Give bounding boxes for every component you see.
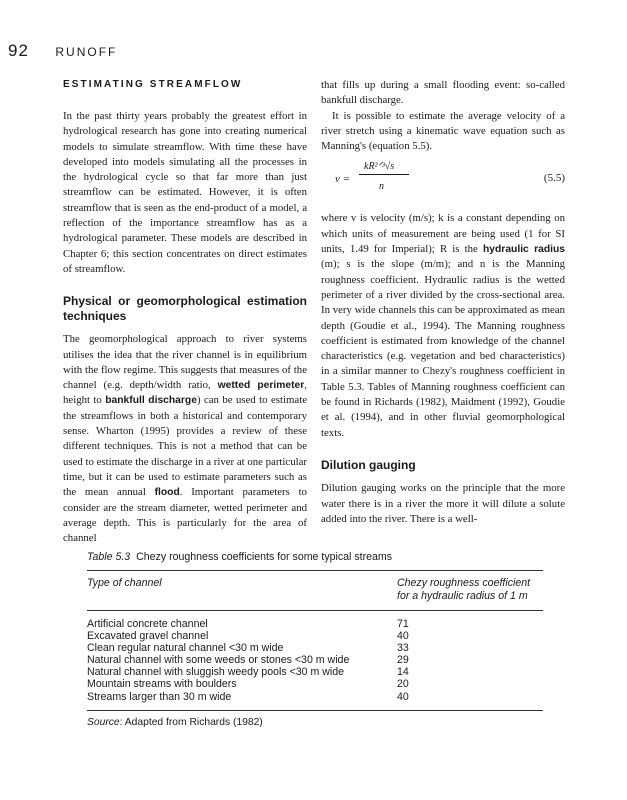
table-row: Clean regular natural channel <30 m wide 33 [87,642,409,655]
table-header [87,571,543,610]
left-column [63,78,307,546]
section-heading-estimating-streamflow: ESTIMATING STREAMFLOW [63,79,243,90]
table-row: Excavated gravel channel 40 [87,630,409,643]
paragraph-variables: where v is velocity (m/s); k is a constant depending on which units of measurement are being used (1 for SI units, 1.49 for Imperial); R is the hydraulic radius (m); s is the slope (m/m); and n is the Manning roughness coefficient. Hydraulic radius is the wetted perimeter of a river divided by the cross-sectional area. In very wide channels this can be approximated as mean depth (Goudie et al., 1994). The Manning roughness coefficient is estimated from knowledge of the channel characteristics (e.g. vegetation and bed characteristics) in a similar manner to Chezy's roughness coefficient in Table 5.3. Tables of Manning roughness coefficient can be found in Richards (1982), Maidment (1992), Goudie et al. (1994), and in other fluvial geomorphological texts. [321,212,565,439]
table-source-label: Source [87,716,120,728]
subsection-heading-physical: Physical or geomorphological estimation techniques [63,294,307,323]
right-column [321,78,565,527]
equation-numerator: kR²ᐟ³√s [364,161,395,173]
running-head: RUNOFF [55,45,118,59]
table-row: Artificial concrete channel 71 [87,618,409,630]
equation-5-5 [321,161,565,203]
table-caption [87,551,543,563]
subsection-heading-dilution-gauging: Dilution gauging [321,457,416,472]
equation-lhs: v = [335,173,351,186]
paragraph-models: In the past thirty years probably the greatest effort in hydrological research has gone into creating numerical models to simulate streamflow. With time these have developed into models simulating all the processes in the hydrological cycle so that far more than just streamflow can be estimated. However, it is often streamflow that is seen as the end-product of a model, a reflection of the importance streamflow has as a hydrological parameter. These models are described in Chapter 6; this section concentrates on direct estimates of streamflow. [63,110,307,275]
table-body [87,611,543,710]
table-row: Natural channel with sluggish weedy pools <30 m wide 14 [87,666,409,679]
table-5-3 [87,551,543,728]
table-row: Mountain streams with boulders 20 [87,678,409,691]
table-header-coefficient: Chezy roughness coefficient for a hydraulic radius of 1 m [397,577,531,602]
equation-denominator: n [379,181,384,193]
keyword-wetted-perimeter: wetted perimeter [217,380,305,392]
keyword-flood: flood [154,487,180,499]
paragraph-manning-intro: It is possible to estimate the average velocity of a river stretch using a kinematic wave equation such as Manning's (equation 5.5). [321,109,565,153]
equation-fraction-bar [359,174,409,175]
table-caption-text: Chezy roughness coefficients for some typical streams [136,551,393,563]
table-source: Source: Adapted from Richards (1982) [87,716,263,728]
paragraph-dilution: Dilution gauging works on the principle that the more water there is in a river the more it will dilute a solute added into the river. There is a well- [321,482,565,526]
paragraph-geomorphological: The geomorphological approach to river systems utilises the idea that the river channel is in equilibrium with the flow regime. This suggests that measures of the channel (e.g. depth/width ratio, wetted perimeter, height to bankfull discharge) can be used to estimate the streamflows in both a historical and contemporary sense. Wharton (1995) provides a review of these different techniques. This is not a method that can be used to estimate the discharge in a river at one particular time, but it can be used to estimate parameters such as the mean annual flood. Important parameters to consider are the stream diameter, wetted perimeter and average depth. This is particularly for the area of channel [63,333,307,545]
equation-number: (5.5) [543,172,565,185]
table-row: Natural channel with some weeds or stones <30 m wide 29 [87,654,409,667]
page-header [8,41,117,61]
paragraph-bankfull-continued: that fills up during a small flooding event: so-called bankfull discharge. [321,79,565,107]
table-row: Streams larger than 30 m wide 40 [87,690,409,703]
table-bottom-rule [87,710,543,711]
keyword-bankfull-discharge: bankfull discharge [105,395,197,407]
table-caption-label: Table 5.3 [87,551,131,563]
page-number: 92 [8,41,29,60]
table-header-type: Type of channel [87,577,162,589]
keyword-hydraulic-radius: hydraulic radius [483,244,565,256]
